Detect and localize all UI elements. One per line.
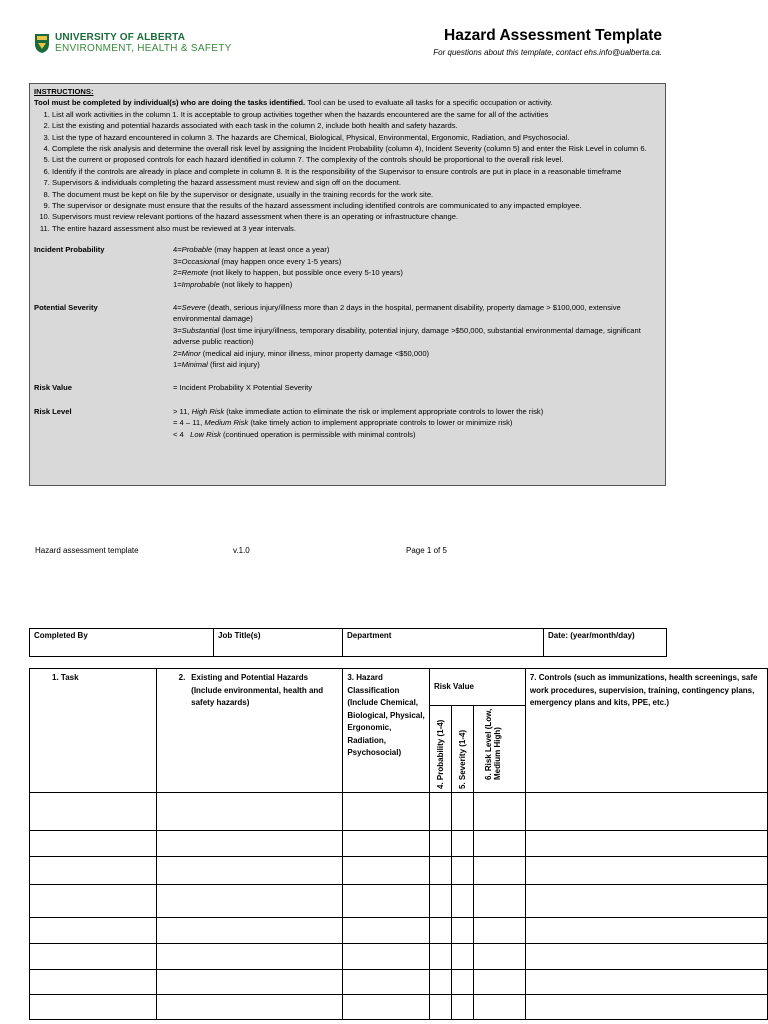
col-severity-header: 5. Severity (1-4) — [451, 706, 473, 793]
lead-bold: Tool must be completed by individual(s) who are doing the tasks identified. — [34, 98, 306, 108]
page-title: Hazard Assessment Template — [444, 27, 662, 44]
table-row — [30, 831, 768, 857]
table-row — [30, 793, 768, 831]
col-probability-header: 4. Probability (1-4) — [429, 706, 451, 793]
footer-version: v.1.0 — [233, 546, 250, 555]
risk-value-header: Risk Value — [429, 669, 525, 706]
instruction-item: 1. List all work activities in the column 1. It is acceptable to group activities together when the hazards encountered are the same for all of the activities — [52, 109, 661, 120]
instruction-item: 8. The document must be kept on file by the supervisor or designate, usually in the training records for the work site. — [52, 189, 661, 200]
instruction-item: 7. Supervisors & individuals completing the hazard assessment must review and sign off on the document. — [52, 177, 661, 188]
footer-page-number: Page 1 of 5 — [406, 546, 447, 555]
severity-value: 2=Minor (medical aid injury, minor illness, minor property damage <$50,000) — [173, 348, 430, 358]
university-logo — [34, 32, 232, 54]
probability-value: 3=Occasional (may happen once every 1-5 years) — [173, 256, 342, 266]
footer-doc-name: Hazard assessment template — [35, 546, 139, 555]
instruction-item: 10. Supervisors must review relevant portions of the hazard assessment when there is an operating or infrastructure change. — [52, 211, 661, 222]
col-hazards-header: 2. Existing and Potential Hazards (Include environmental, health and safety hazards) — [156, 669, 343, 793]
department-field[interactable]: Department — [343, 629, 544, 657]
col-classification-header: 3. Hazard Classification (Include Chemical, Biological, Physical, Ergonomic, Radiation, Psychosocial) — [343, 669, 430, 793]
probability-definition — [34, 244, 661, 290]
risk-level-value: = 4 – 11, Medium Risk (take timely action to implement appropriate controls to lower or minimize risk) — [173, 418, 513, 428]
severity-term: Potential Severity — [34, 302, 98, 312]
severity-definition — [34, 302, 661, 370]
probability-value: 4=Probable (may happen at least once a year) — [173, 245, 330, 255]
table-row — [30, 885, 768, 918]
completed-by-field[interactable]: Completed By — [30, 629, 214, 657]
table-row — [30, 995, 768, 1020]
instruction-item: 2. List the existing and potential hazards associated with each task in the column 2, include both health and safety hazards. — [52, 120, 661, 131]
severity-value: 1=Minimal (first aid injury) — [173, 359, 260, 369]
probability-term: Incident Probability — [34, 245, 105, 255]
severity-value: 4=Severe (death, serious injury/illness more than 2 days in the hospital, permanent disability, property damage > $100,000, extensive environmental damage) — [173, 302, 621, 324]
probability-value: 1=Improbable (not likely to happen) — [173, 279, 293, 289]
risk-value-term: Risk Value — [34, 383, 72, 393]
table-row — [30, 857, 768, 885]
date-field[interactable]: Date: (year/month/day) — [544, 629, 667, 657]
risk-level-value: < 4 Low Risk (continued operation is permissible with minimal controls) — [173, 429, 416, 439]
contact-note: For questions about this template, contact ehs.info@ualberta.ca. — [433, 48, 662, 57]
table-row — [30, 918, 768, 944]
hazard-assessment-table — [29, 668, 768, 1020]
instruction-item: 11. The entire hazard assessment also must be reviewed at 3 year intervals. — [52, 223, 661, 234]
instruction-item: 9. The supervisor or designate must ensure that the results of the hazard assessment including identified controls are communicated to any impacted employee. — [52, 200, 661, 211]
table-row — [30, 944, 768, 970]
department-name: ENVIRONMENT, HEALTH & SAFETY — [55, 43, 232, 54]
page-header — [0, 0, 768, 80]
probability-value: 2=Remote (not likely to happen, but possible once every 5-10 years) — [173, 268, 403, 278]
instruction-item: 6. Identify if the controls are already in place and complete in column 8. It is the responsibility of the Supervisor to ensure controls are put in place in a reasonable timeframe — [52, 166, 661, 177]
severity-value: 3=Substantial (lost time injury/illness, temporary disability, potential injury, damage >$50,000, substantial environmental damage, significant adverse public reaction) — [173, 325, 641, 347]
risk-value-text: = Incident Probability X Potential Severity — [173, 383, 313, 393]
instructions-heading: INSTRUCTIONS: — [34, 87, 94, 96]
instructions-box — [29, 83, 666, 486]
instructions-lead — [34, 97, 661, 108]
instruction-item: 3. List the type of hazard encountered in column 3. The hazards are Chemical, Biological, Physical, Environmental, Ergonomic, Radiation, and Psychosocial. — [52, 132, 661, 143]
risk-value-definition — [34, 382, 661, 393]
university-name: UNIVERSITY OF ALBERTA — [55, 32, 186, 43]
info-table — [29, 628, 667, 657]
lead-rest: Tool can be used to evaluate all tasks for a specific occupation or activity. — [305, 98, 553, 108]
col-task-header: 1. Task — [30, 669, 157, 793]
instructions-list — [34, 109, 661, 234]
instruction-item: 4. Complete the risk analysis and determine the overall risk level by assigning the Incident Probability (column 4), Incident Severity (column 5) and enter the Risk Level in column 6. — [52, 143, 661, 154]
risk-level-definition — [34, 406, 661, 440]
table-row — [30, 970, 768, 995]
col-controls-header: 7. Controls (such as immunizations, health screenings, safe work procedures, supervision, training, contingency plans, emergency plans and kits, PPE, etc.) — [525, 669, 767, 793]
risk-level-term: Risk Level — [34, 406, 72, 416]
risk-level-value: > 11, High Risk (take immediate action to eliminate the risk or implement appropriate controls to lower the risk) — [173, 406, 544, 416]
instruction-item: 5. List the current or proposed controls for each hazard identified in column 7. The complexity of the controls should be proportional to the overall risk level. — [52, 154, 661, 165]
job-title-field[interactable]: Job Title(s) — [214, 629, 343, 657]
crest-icon — [34, 32, 50, 54]
col-risk-level-header: 6. Risk Level (Low, Medium High) — [473, 706, 525, 793]
